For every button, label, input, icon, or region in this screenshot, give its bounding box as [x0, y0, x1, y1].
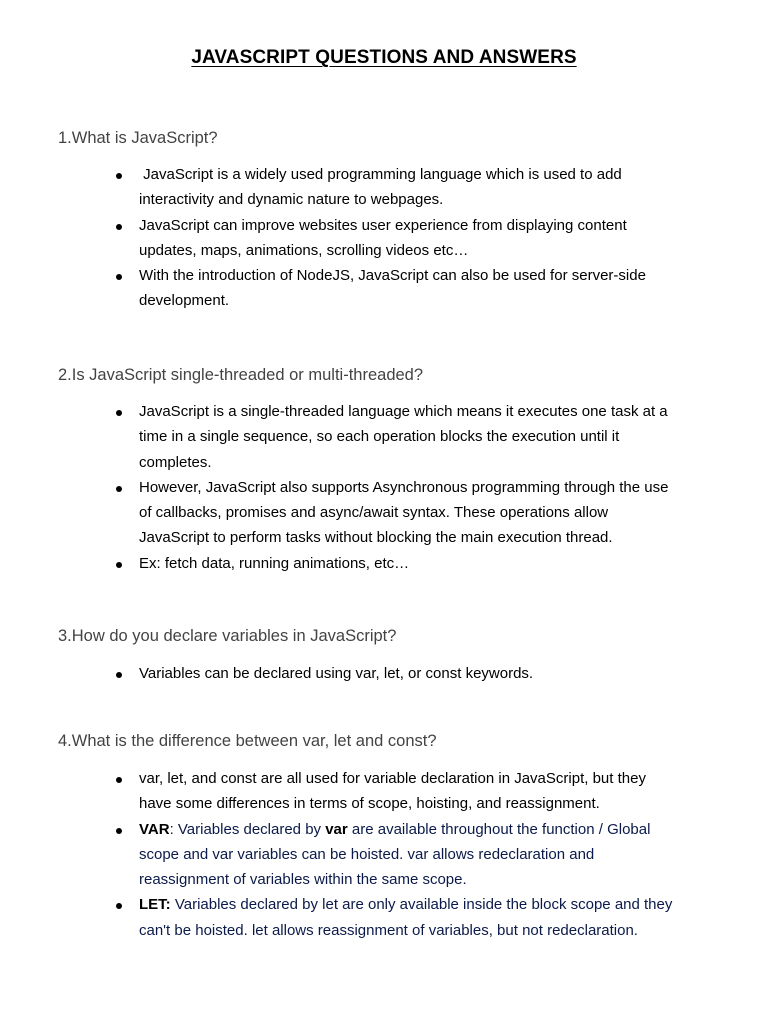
bullet-icon: [116, 486, 122, 492]
question-3-heading: 3.How do you declare variables in JavaScript?: [58, 627, 397, 645]
bullet-icon: [116, 173, 122, 179]
list-item: [0, 475, 768, 551]
list-item-let: [0, 892, 768, 943]
question-2-heading: 2.Is JavaScript single-threaded or multi-threaded?: [58, 366, 424, 384]
list-item: [0, 162, 768, 213]
let-text: Variables declared by let are only available inside the block scope and they can't be hoisted. let allows reassignment of variables, but not redeclaration.: [139, 896, 677, 939]
answer-text: var, let, and const are all used for variable declaration in JavaScript, but they have some differences in terms of scope, hoisting, and reassignment.: [139, 770, 646, 813]
list-item: [0, 263, 768, 314]
answer-text: With the introduction of NodeJS, JavaScript can also be used for server-side development.: [139, 267, 646, 310]
bullet-icon: [116, 562, 122, 568]
question-2-answer-list: [0, 399, 768, 576]
var-text-2: are available throughout the function / Global scope and var variables can be hoisted. var allows redeclaration and reassignment of variables within the same scope.: [139, 820, 655, 889]
answer-text: However, JavaScript also supports Asynchronous programming through the use of callbacks, promises and async/await syntax. These operations allow JavaScript to perform tasks without blocking the main execution thread.: [139, 478, 669, 547]
bullet-icon: [116, 903, 122, 909]
question-3-answer-list: [0, 661, 768, 686]
var-term: VAR: [139, 820, 170, 838]
bullet-icon: [116, 224, 122, 230]
list-item-var: [0, 817, 768, 893]
bullet-icon: [116, 777, 122, 783]
answer-text: JavaScript is a widely used programming language which is used to add interactivity and dynamic nature to webpages.: [139, 166, 626, 209]
document-title: JAVASCRIPT QUESTIONS AND ANSWERS: [191, 47, 577, 68]
question-1-heading: 1.What is JavaScript?: [58, 129, 218, 147]
list-item: [0, 213, 768, 264]
question-4-heading: 4.What is the difference between var, let and const?: [58, 732, 437, 750]
question-1-answer-list: [0, 162, 768, 314]
list-item: [0, 551, 768, 576]
var-keyword: var: [325, 820, 348, 838]
answer-text: JavaScript is a single-threaded language which means it executes one task at a time in a single sequence, so each operation blocks the execution until it completes.: [139, 403, 668, 471]
list-item: [0, 661, 768, 686]
let-term: LET:: [139, 896, 171, 914]
list-item: [0, 766, 768, 817]
list-item: [0, 399, 768, 475]
bullet-icon: [116, 410, 122, 416]
answer-text: Variables can be declared using var, let, or const keywords.: [139, 665, 534, 682]
bullet-icon: [116, 274, 122, 280]
var-text-1: : Variables declared by: [169, 820, 326, 838]
answer-text: JavaScript can improve websites user experience from displaying content updates, maps, animations, scrolling videos etc…: [139, 216, 627, 259]
answer-text: Ex: fetch data, running animations, etc…: [139, 554, 410, 572]
question-4-answer-list: [0, 766, 768, 943]
bullet-icon: [116, 672, 122, 678]
bullet-icon: [116, 828, 122, 834]
